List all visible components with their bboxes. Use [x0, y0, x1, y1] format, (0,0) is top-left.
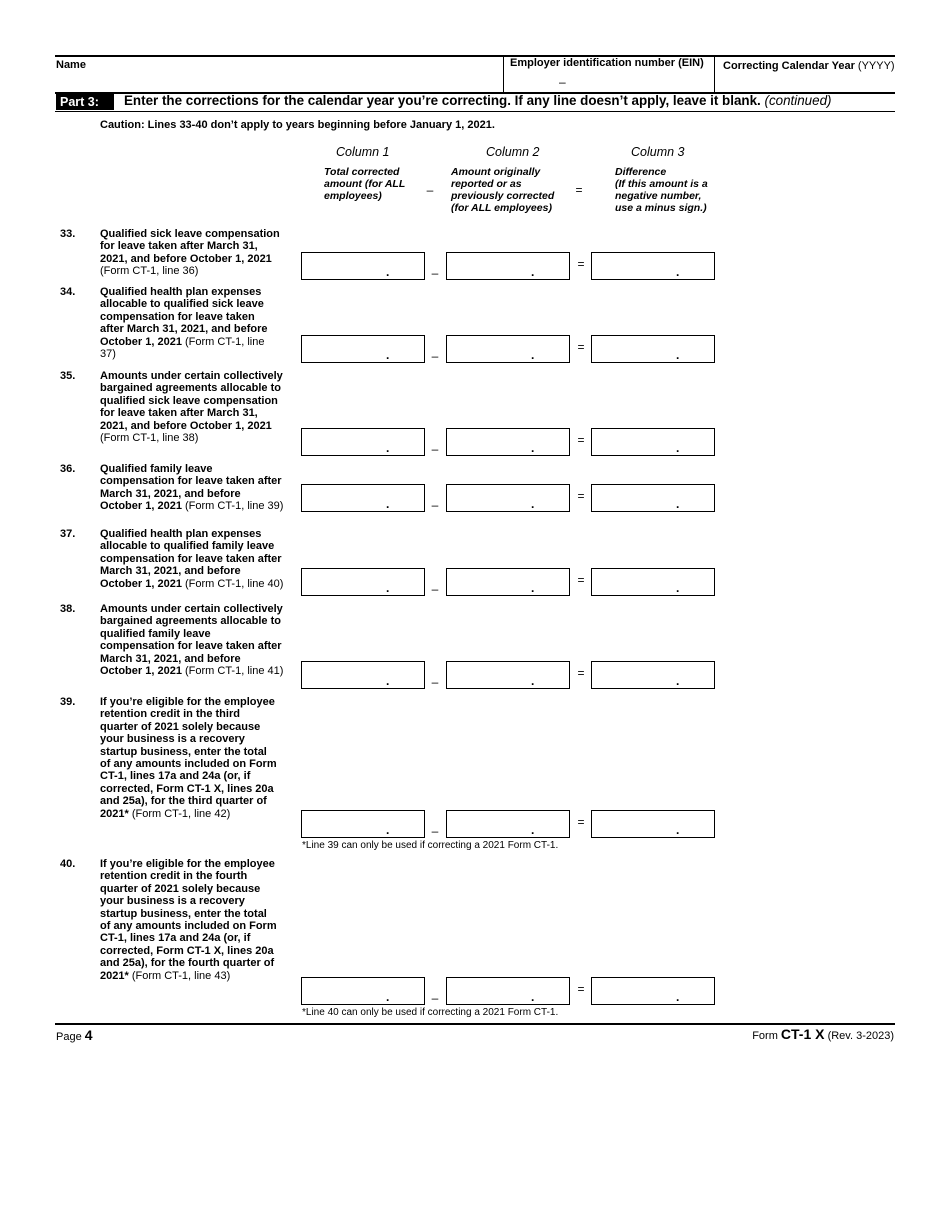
amount-field-column-3[interactable]	[591, 810, 715, 838]
line-description-bold: startup business, enter the total	[100, 907, 267, 920]
year-hint: (YYYY)	[857, 60, 895, 72]
line-number: 38.	[60, 603, 76, 615]
name-label: Name	[56, 59, 86, 71]
form-label: Form	[752, 1030, 778, 1042]
decimal-point: .	[386, 441, 390, 455]
footer-rule	[55, 1023, 895, 1025]
line-description-bold: Qualified sick leave compensation	[100, 228, 280, 240]
minus-sign: –	[431, 349, 439, 363]
column-3-desc-line: use a minus sign.)	[615, 202, 707, 214]
equals-sign: =	[577, 815, 585, 829]
column-3-head: Column 3	[631, 145, 685, 159]
part-badge: Part 3:	[56, 94, 114, 110]
amount-field-column-3[interactable]	[591, 484, 715, 512]
amount-field-column-2[interactable]	[446, 335, 570, 363]
amount-field-column-1[interactable]	[301, 977, 425, 1005]
equals-sign: =	[577, 982, 585, 996]
form-revision: (Rev. 3-2023)	[827, 1030, 894, 1042]
equals-sign: =	[577, 257, 585, 271]
header-equals: =	[575, 183, 583, 197]
column-3-desc-line: Difference	[615, 166, 667, 178]
amount-field-column-2[interactable]	[446, 810, 570, 838]
part-title	[124, 93, 831, 108]
amount-field-column-2[interactable]	[446, 977, 570, 1005]
column-1-desc-line: amount (for ALL	[324, 178, 406, 190]
line-description-bold: retention credit in the third	[100, 708, 240, 721]
column-1-desc	[324, 166, 405, 202]
line-description-bold: If you’re eligible for the employee	[100, 696, 275, 708]
line-description-bold: after March 31, 2021, and before	[100, 323, 268, 336]
decimal-point: .	[531, 823, 535, 837]
line-description-bold: March 31, 2021, and before	[100, 487, 241, 500]
line-description-bold: March 31, 2021, and before	[100, 652, 241, 665]
line-description-bold: quarter of 2021 solely because	[100, 720, 261, 733]
ein-dash: –	[559, 75, 566, 89]
column-2-desc-line: reported or as	[451, 178, 522, 190]
amount-field-column-2[interactable]	[446, 252, 570, 280]
line-form-reference: (Form CT-1, line 38)	[100, 432, 199, 445]
part-rule	[55, 111, 895, 112]
amount-field-column-3[interactable]	[591, 252, 715, 280]
line-description-bold: Amounts under certain collectively	[100, 603, 283, 615]
decimal-point: .	[676, 823, 680, 837]
column-2-desc-line: Amount originally	[451, 166, 541, 178]
line-form-reference: (Form CT-1, line 40)	[181, 577, 284, 590]
decimal-point: .	[676, 265, 680, 279]
line-description-bold: quarter of 2021 solely because	[100, 882, 261, 895]
line-description-bold: October 1, 2021	[100, 335, 182, 348]
line-description-bold: Qualified family leave	[100, 463, 213, 475]
line-description-bold: 2021, and before October 1, 2021	[100, 419, 272, 432]
decimal-point: .	[531, 497, 535, 511]
line-form-reference: (Form CT-1, line 41)	[181, 665, 284, 678]
minus-sign: –	[431, 582, 439, 596]
minus-sign: –	[431, 675, 439, 689]
column-1-desc-line: employees)	[324, 190, 382, 202]
line-description-bold: October 1, 2021	[100, 500, 182, 513]
decimal-point: .	[386, 497, 390, 511]
decimal-point: .	[386, 348, 390, 362]
line-footnote: *Line 40 can only be used if correcting a 2021 Form CT-1.	[302, 1007, 559, 1018]
equals-sign: =	[577, 340, 585, 354]
line-description	[100, 228, 305, 278]
line-description-bold: compensation for leave taken after	[100, 552, 282, 565]
line-description-bold: retention credit in the fourth	[100, 870, 248, 883]
line-description-bold: bargained agreements allocable to	[100, 615, 281, 628]
header-minus: –	[426, 183, 434, 197]
line-number: 40.	[60, 858, 76, 870]
amount-field-column-2[interactable]	[446, 568, 570, 596]
equals-sign: =	[577, 573, 585, 587]
line-form-reference: (Form CT-1, line 39)	[181, 500, 284, 513]
column-3-desc	[615, 166, 708, 214]
line-description-bold: and 25a), for the fourth quarter of	[100, 957, 275, 970]
minus-sign: –	[431, 991, 439, 1005]
line-description-bold: compensation for leave taken	[100, 310, 255, 323]
line-form-reference: (Form CT-1, line 42)	[128, 807, 231, 820]
line-form-reference: (Form CT-1, line 43)	[128, 969, 231, 982]
page-number: 4	[84, 1027, 93, 1043]
minus-sign: –	[431, 498, 439, 512]
line-description-bold: qualified sick leave compensation	[100, 394, 278, 407]
line-description-bold: for leave taken after March 31,	[100, 407, 258, 420]
column-2-desc-line: previously corrected	[451, 190, 555, 202]
line-description-bold: If you’re eligible for the employee	[100, 858, 275, 870]
column-2-desc	[451, 166, 554, 214]
decimal-point: .	[386, 265, 390, 279]
column-1-desc-line: Total corrected	[324, 166, 400, 178]
line-description-bold: Qualified health plan expenses	[100, 286, 262, 298]
line-form-reference: (Form CT-1, line 36)	[100, 265, 199, 278]
decimal-point: .	[386, 674, 390, 688]
decimal-point: .	[531, 581, 535, 595]
line-description-bold: allocable to qualified family leave	[100, 540, 275, 553]
part-title-text: Enter the corrections for the calendar year you’re correcting. If any line doesn’t apply, leave it blank.	[124, 93, 761, 108]
part-continued: (continued)	[764, 93, 832, 108]
line-description-bold: 2021*	[100, 807, 129, 820]
line-description-bold: CT-1, lines 17a and 24a (or, if	[100, 770, 251, 783]
line-description-bold: qualified family leave	[100, 627, 211, 640]
amount-field-column-3[interactable]	[591, 661, 715, 689]
line-form-reference: (Form CT-1, line	[181, 335, 265, 348]
header-divider	[503, 55, 504, 92]
line-description-bold: March 31, 2021, and before	[100, 565, 241, 578]
decimal-point: .	[531, 441, 535, 455]
decimal-point: .	[531, 990, 535, 1004]
decimal-point: .	[676, 674, 680, 688]
decimal-point: .	[386, 581, 390, 595]
line-description-bold: bargained agreements allocable to	[100, 382, 281, 395]
line-description-bold: your business is a recovery	[100, 895, 245, 908]
line-description-bold: October 1, 2021	[100, 665, 182, 678]
line-description-bold: 2021, and before October 1, 2021	[100, 252, 272, 265]
amount-field-column-2[interactable]	[446, 661, 570, 689]
decimal-point: .	[531, 348, 535, 362]
decimal-point: .	[386, 823, 390, 837]
minus-sign: –	[431, 824, 439, 838]
decimal-point: .	[676, 348, 680, 362]
decimal-point: .	[676, 441, 680, 455]
column-2-head: Column 2	[486, 145, 540, 159]
line-description-bold: Qualified health plan expenses	[100, 528, 262, 540]
line-description-bold: CT-1, lines 17a and 24a (or, if	[100, 932, 251, 945]
caution-text: Caution: Lines 33-40 don’t apply to years beginning before January 1, 2021.	[100, 119, 495, 131]
line-number: 37.	[60, 528, 76, 540]
amount-field-column-1[interactable]	[301, 810, 425, 838]
decimal-point: .	[676, 497, 680, 511]
line-description-bold: Amounts under certain collectively	[100, 370, 283, 382]
decimal-point: .	[676, 581, 680, 595]
decimal-point: .	[531, 265, 535, 279]
line-description-bold: of any amounts included on Form	[100, 758, 277, 771]
amount-field-column-3[interactable]	[591, 428, 715, 456]
line-description-bold: compensation for leave taken after	[100, 475, 282, 488]
line-description-bold: for leave taken after March 31,	[100, 240, 258, 253]
decimal-point: .	[676, 990, 680, 1004]
line-description-bold: allocable to qualified sick leave	[100, 298, 264, 311]
line-description	[100, 858, 305, 982]
line-number: 35.	[60, 370, 76, 382]
line-description	[100, 463, 305, 513]
header-divider	[714, 55, 715, 92]
line-description-bold: October 1, 2021	[100, 577, 182, 590]
line-description-bold: startup business, enter the total	[100, 745, 267, 758]
amount-field-column-1[interactable]	[301, 252, 425, 280]
line-number: 33.	[60, 228, 76, 240]
minus-sign: –	[431, 266, 439, 280]
line-description-bold: and 25a), for the third quarter of	[100, 795, 267, 808]
line-number: 36.	[60, 463, 76, 475]
amount-field-column-1[interactable]	[301, 428, 425, 456]
form-name: CT-1 X	[780, 1026, 825, 1042]
ein-label: Employer identification number (EIN)	[510, 57, 704, 69]
line-number: 34.	[60, 286, 76, 298]
equals-sign: =	[577, 433, 585, 447]
line-description-bold: corrected, Form CT-1 X, lines 20a	[100, 944, 274, 957]
form-id	[752, 1026, 894, 1042]
column-3-desc-line: negative number,	[615, 190, 702, 202]
amount-field-column-3[interactable]	[591, 335, 715, 363]
line-description	[100, 286, 305, 360]
equals-sign: =	[577, 666, 585, 680]
amount-field-column-1[interactable]	[301, 484, 425, 512]
line-description	[100, 696, 305, 820]
line-description-bold: of any amounts included on Form	[100, 920, 277, 933]
line-form-reference: 37)	[100, 348, 116, 361]
line-description-bold: corrected, Form CT-1 X, lines 20a	[100, 782, 274, 795]
line-number: 39.	[60, 696, 76, 708]
amount-field-column-2[interactable]	[446, 484, 570, 512]
line-description	[100, 603, 305, 677]
line-description-bold: compensation for leave taken after	[100, 640, 282, 653]
line-description-bold: your business is a recovery	[100, 733, 245, 746]
equals-sign: =	[577, 489, 585, 503]
amount-field-column-1[interactable]	[301, 568, 425, 596]
line-description	[100, 528, 305, 590]
column-1-head: Column 1	[336, 145, 390, 159]
page-label: Page	[56, 1031, 82, 1043]
page-label-wrap	[56, 1027, 93, 1043]
decimal-point: .	[531, 674, 535, 688]
line-footnote: *Line 39 can only be used if correcting a 2021 Form CT-1.	[302, 840, 559, 851]
amount-field-column-3[interactable]	[591, 568, 715, 596]
top-rule	[55, 55, 895, 57]
amount-field-column-1[interactable]	[301, 661, 425, 689]
decimal-point: .	[386, 990, 390, 1004]
line-description-bold: 2021*	[100, 969, 129, 982]
minus-sign: –	[431, 442, 439, 456]
year-label: Correcting Calendar Year	[723, 60, 855, 72]
amount-field-column-1[interactable]	[301, 335, 425, 363]
amount-field-column-3[interactable]	[591, 977, 715, 1005]
column-2-desc-line: (for ALL employees)	[451, 202, 552, 214]
amount-field-column-2[interactable]	[446, 428, 570, 456]
line-description	[100, 370, 305, 444]
column-3-desc-line: (If this amount is a	[615, 178, 708, 190]
year-label-wrap	[723, 60, 895, 72]
